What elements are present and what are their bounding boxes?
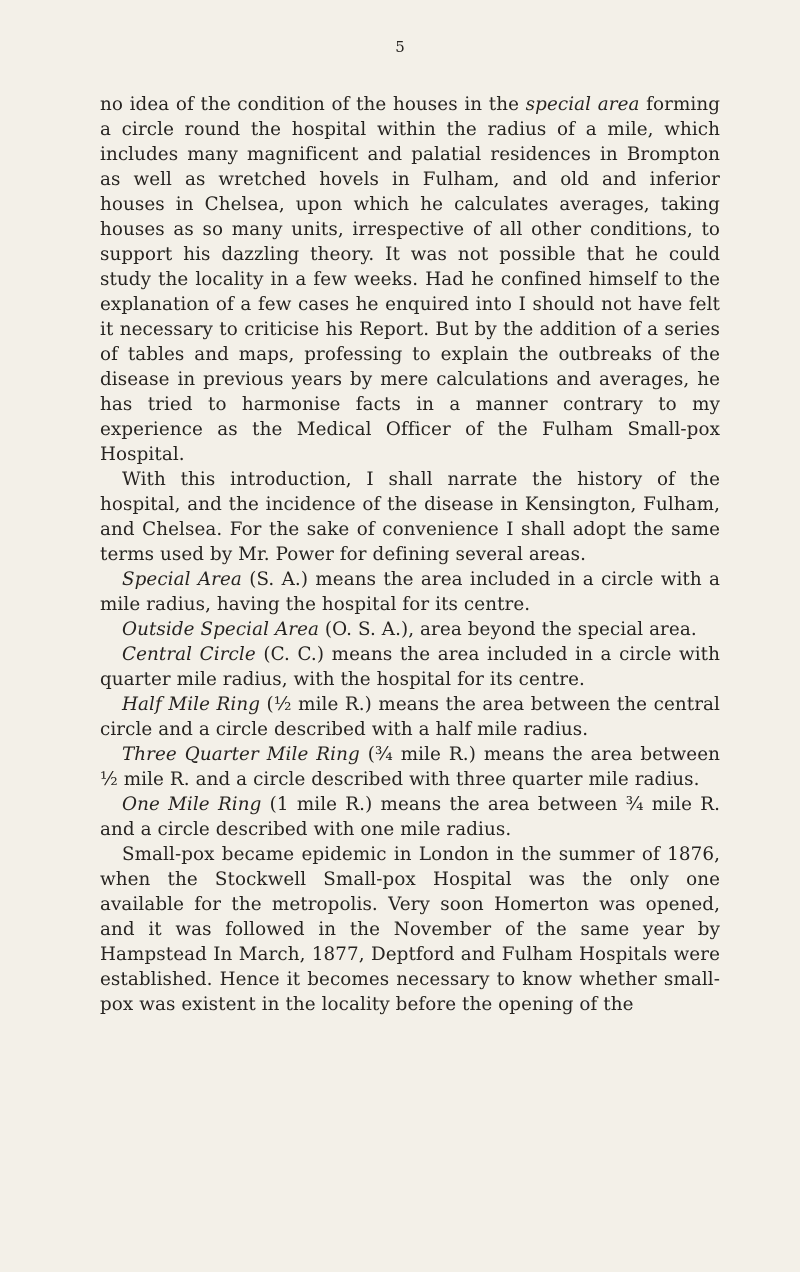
paragraph — [100, 467, 720, 567]
text-run: (O. S. A.), area beyond the special area. — [319, 619, 697, 640]
body-text — [100, 92, 720, 1017]
italic-term: Central Circle — [122, 644, 256, 665]
italic-term: special area — [525, 94, 640, 115]
italic-term: Three Quarter Mile Ring — [122, 744, 360, 765]
italic-term: One Mile Ring — [122, 794, 262, 815]
text-run: Small-pox became epidemic in London in the summer of 1876, when the Stockwell Small-pox Hospital was the only one available for the metropolis. Very soon Homerton was opened, and it was followed in the November of the same year by Hampstead In March, 1877, Deptford and Fulham Hospitals were established. Hence it becomes necessary to know whether small-pox was existent in the locality before the opening of the — [100, 844, 720, 1015]
paragraph — [100, 92, 720, 467]
text-run: forming a circle round the hospital within the radius of a mile, which includes many magnificent and palatial residences in Brompton as well as wretched hovels in Fulham, and old and inferior houses in Chelsea, upon which he calculates averages, taking houses as so many units, irrespective of all other conditions, to support his dazzling theory. It was not possible that he could study the locality in a few weeks. Had he confined himself to the explanation of a few cases he enquired into I should not have felt it necessary to criticise his Report. But by the addition of a series of tables and maps, professing to explain the outbreaks of the disease in previous years by mere calculations and averages, he has tried to harmonise facts in a manner contrary to my experience as the Medical Officer of the Fulham Small-pox Hospital. — [100, 94, 721, 465]
paragraph — [100, 692, 720, 742]
text-run: With this introduction, I shall narrate the history of the hospital, and the incidence of the disease in Kensington, Fulham, and Chelsea. For the sake of convenience I shall adopt the same terms used by Mr. Power for defining several areas. — [100, 469, 720, 565]
text-run: (¾ mile R.) means the area between ½ mile R. and a circle described with three quarter mile radius. — [100, 744, 721, 790]
paragraph — [100, 567, 720, 617]
text-run: (C. C.) means the area included in a circle with quarter mile radius, with the hospital for its centre. — [100, 644, 720, 690]
paragraph — [100, 642, 720, 692]
text-run: (S. A.) means the area included in a circle with a mile radius, having the hospital for its centre. — [100, 569, 720, 615]
text-run: (1 mile R.) means the area between ¾ mile R. and a circle described with one mile radius. — [100, 794, 720, 840]
text-run: (½ mile R.) means the area between the central circle and a circle described with a half mile radius. — [100, 694, 720, 740]
paragraph — [100, 792, 720, 842]
text-run: no idea of the condition of the houses in the — [100, 94, 526, 115]
page-number: 5 — [395, 38, 405, 56]
italic-term: Half Mile Ring — [122, 694, 261, 715]
italic-term: Outside Special Area — [122, 619, 320, 640]
italic-term: Special Area — [122, 569, 242, 590]
paragraph — [100, 742, 720, 792]
paragraph — [100, 617, 720, 642]
paragraph — [100, 842, 720, 1017]
